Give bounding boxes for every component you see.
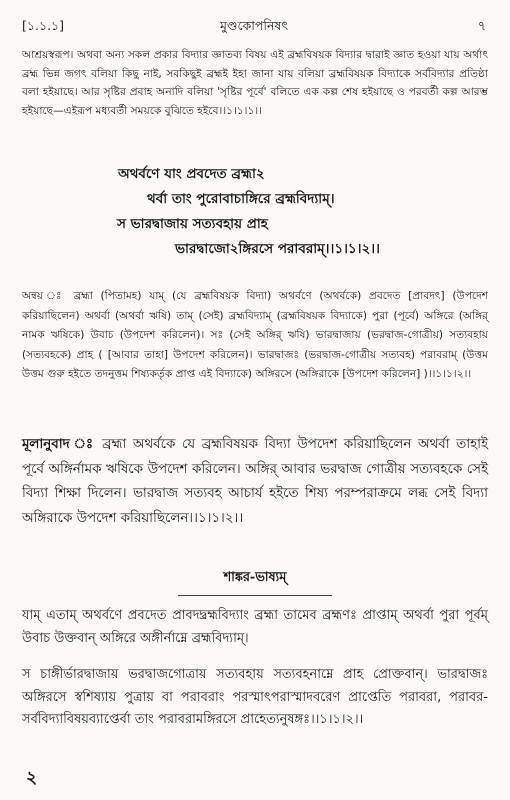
running-title: মুণ্ডকোপনিষৎ [219,18,289,33]
verse-line-3: স ভারদ্বাজায় সত্যবহায় প্রাহ [117,216,268,232]
intro-paragraph: আশ্রয়স্বরূপ। অথবা অন্য সকল প্রকার বিদ্যার জ্ঞাতব্য বিষয় এই ব্রহ্মবিষয়ক বিদ্যার দ্বারাই জ্ঞাত হওয়া যায় অর্থাৎ ব্রহ্ম ভিন্ন জগৎ বলিয়া কিছু নাই, সবকিছুই ব্রহ্মই ইহা জানা যায় বলিয়া ব্রহ্মবিষয়ক বিদ্যাকে সর্ববিদ্যার প্রতিষ্ঠা বলা হইয়াছে। আর সৃষ্টির প্রবাহ অনাদি বলিয়া 'সৃষ্টির পূর্বে' বলিতে এক কল্প শেষ হইয়াছে ও পরবর্তী কল্প আরম্ভ হইয়াছে—এইরূপ মধ্যবর্তী সময়কে বুঝিতে হইবে।।১।১।১।। [22,49,488,117]
bhashya-paragraph-2: স চাঙ্গীর্ভারদ্বাজায় ভরদ্বাজগোত্রায় সত্যবহায় সত্যবহনাম্নে প্রাহ প্রোক্তবান্। ভারদ্বাজঃ অঙ্গিরসে স্বশিষ্যায় পুত্রায় বা পরাবরাং পরস্মাৎপরাস্মাদবরেণ প্রাপ্তেতি পরাবরা, পরাবর-সর্ববিদ্যাবিষয়ব্যাপ্তের্বা তাং পরাবরামঙ্গিরসে প্রাহেত্যনুষঙ্গঃ।।১।১।২।। [22,667,488,727]
header-page-number: ৭ [477,18,486,33]
anvaya-paragraph: অন্বয় ঃ ব্রহ্মা (পিতামহ) যাম্ (যে ব্রহ্মবিষয়ক বিদ্যা) অথর্বণে (অথর্বকে) প্রবদেত [প্রাবদৎ] (উপদেশ করিয়াছিলেন) অথর্বা (অথর্বা ঋষি) তাম্ (সেই) ব্রহ্মবিদ্যাম্ (ব্রহ্মবিষয়ক বিদ্যাকে) পুরা (পূর্বে) অঙ্গিরে (অঙ্গির্ নামক ঋষিকে) উবাচ (উপদেশ করিলেন)। সঃ (সেই অঙ্গির্ ঋষি) ভারদ্বাজায় (ভরদ্বাজ-গোত্রীয়) সত্যবহায় (সত্যবহকে) প্রাহ ( [আবার তাহা] উপদেশ করিলেন)। ভারদ্বাজঃ (ভরদ্বাজ-গোত্রীয় সত্যবহ) পরাবরাম্ (উত্তম উত্তম গুরু হইতে তদনুত্তম শিষ্যকর্তৃক প্রাপ্ত এই বিদ্যাকে) অঙ্গিরসে (অঙ্গিরাকে [উপদেশ করিলেন] )।।১।১।২।। [22,290,488,380]
bhashya-paragraph-1: যাম্ এতাম্ অথর্বণে প্রবদেত প্রাবদদ্ব্রহ্মবিদ্যাং ব্রহ্মা তামেব ব্রহ্মণঃ প্রাপ্তাম্ অথর্বা পুরা পূর্বম্ উবাচ উক্তবান্ অঙ্গিরে অঙ্গীর্নাম্নে ব্রহ্মবিদ্যাম্। [22,608,488,646]
heading-divider [178,595,332,596]
mantra-verse [0,162,510,264]
mulanuvad-paragraph [22,433,488,531]
section-reference: [১.১.১] [22,18,65,33]
verse-line-4: ভারদ্বাজো২ঙ্গিরসে পরাবরাম্।।১।১।২।। [175,241,380,257]
verse-line-2: থর্বা তাং পুরোবাচাঙ্গিরে ব্রহ্মবিদ্যাম্। [147,191,335,207]
mulanuvad-label: মূলানুবাদ ঃ [22,437,96,452]
running-header [22,18,486,40]
shankara-bhashya-heading: শাঙ্কর-ভাষ্যম্ [223,570,287,585]
footer-page-number: ২ [26,768,38,788]
verse-line-1: অথর্বণে যাং প্রবদেত ব্রহ্মা২ [118,166,265,182]
mulanuvad-text: ব্রহ্মা অথর্বকে যে ব্রহ্মবিষয়ক বিদ্যা উপদেশ করিয়াছিলেন অথর্বা তাহাই পূর্বে অঙ্গির্নামক ঋষিকে উপদেশ করিলেন। অঙ্গির্ আবার ভরদ্বাজ গোত্রীয় সত্যবহকে সেই বিদ্যা শিক্ষা দিলেন। ভারদ্বাজ সত্যবহ আচার্য হইতে শিষ্য পরম্পরাক্রমে লব্ধ সেই বিদ্যা অঙ্গিরাকে উপদেশ করিয়াছিলেন।।১।১।২।। [22,437,489,526]
